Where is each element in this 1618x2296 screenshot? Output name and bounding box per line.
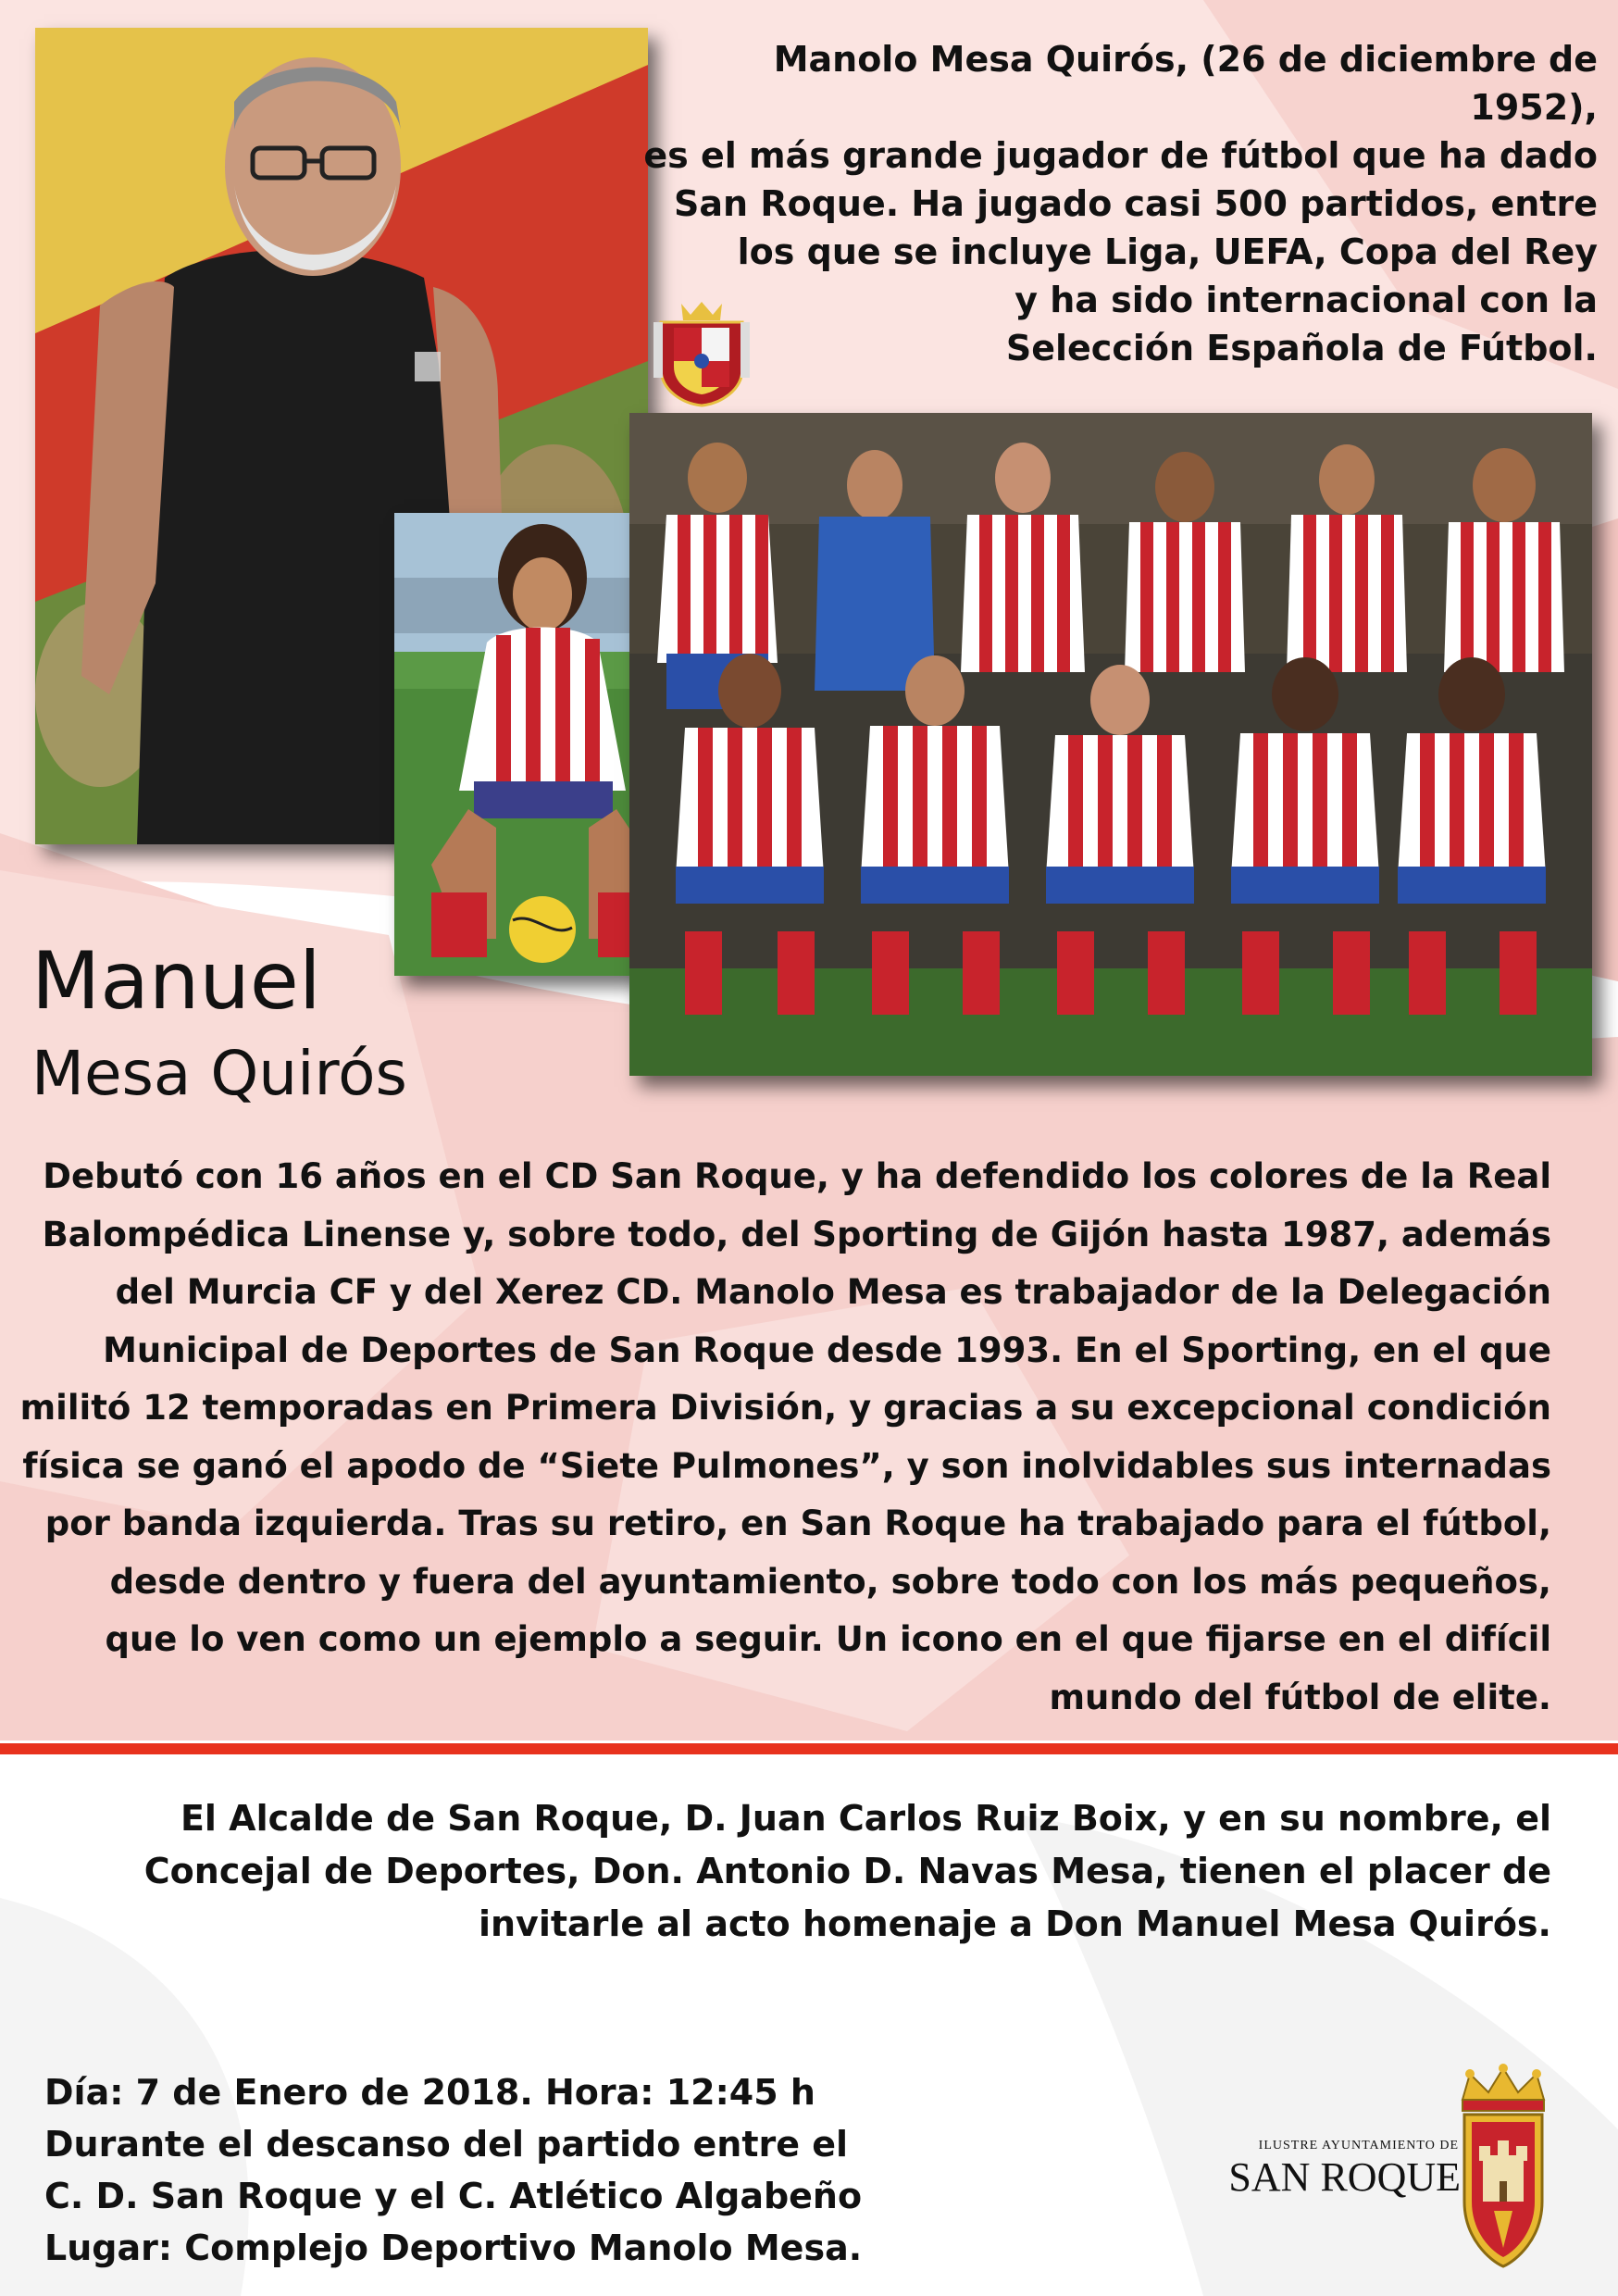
bio-line: Municipal de Deportes de San Roque desde 1993. En el Sporting, en el que: [103, 1329, 1551, 1370]
bio-line: del Murcia CF y del Xerez CD. Manolo Mesa es trabajador de la Delegación: [115, 1272, 1551, 1312]
name-last: Mesa Quirós: [31, 1038, 407, 1109]
team-photo: [629, 413, 1592, 1076]
bio-line: física se ganó el apodo de “Siete Pulmones”, y son inolvidables sus internadas: [22, 1445, 1551, 1486]
bio-line: mundo del fútbol de elite.: [1049, 1677, 1551, 1717]
logo-title: SAN ROQUE: [1228, 2154, 1461, 2200]
intro-line: y ha sido internacional con la: [1014, 280, 1598, 320]
event-line: Día: 7 de Enero de 2018. Hora: 12:45 h: [44, 2072, 815, 2113]
bio-line: militó 12 temporadas en Primera División, y gracias a su excepcional condición: [19, 1388, 1551, 1428]
intro-line: es el más grande jugador de fútbol que ha dado: [643, 135, 1598, 176]
bio-paragraph: [19, 1148, 1551, 1727]
section-divider: [0, 1743, 1618, 1754]
invite-line: invitarle al acto homenaje a Don Manuel Mesa Quirós.: [478, 1903, 1551, 1944]
intro-line: Selección Española de Fútbol.: [1005, 328, 1598, 368]
rfef-crest-icon: [653, 294, 750, 407]
bio-line: Balompédica Linense y, sobre todo, del Sporting de Gijón hasta 1987, además: [42, 1214, 1551, 1254]
intro-line: los que se incluye Liga, UEFA, Copa del Rey: [737, 231, 1598, 272]
invitation-paragraph: [19, 1792, 1551, 1951]
intro-line: Manolo Mesa Quirós, (26 de diciembre de 1952),: [773, 39, 1598, 128]
invite-line: El Alcalde de San Roque, D. Juan Carlos Ruiz Boix, y en su nombre, el: [180, 1798, 1551, 1839]
name-first: Manuel: [31, 935, 321, 1028]
event-details: [44, 2066, 1016, 2274]
bio-line: por banda izquierda. Tras su retiro, en San Roque ha trabajado para el fútbol,: [44, 1504, 1551, 1543]
logo-subtitle: ILUSTRE AYUNTAMIENTO DE: [1258, 2139, 1459, 2152]
intro-line: San Roque. Ha jugado casi 500 partidos, entre: [674, 183, 1598, 224]
bio-line: que lo ven como un ejemplo a seguir. Un icono en el que fijarse en el difícil: [105, 1619, 1551, 1659]
event-line: Durante el descanso del partido entre el: [44, 2124, 849, 2165]
invite-line: Concejal de Deportes, Don. Antonio D. Navas Mesa, tienen el placer de: [143, 1851, 1551, 1891]
intro-paragraph: [639, 35, 1598, 372]
event-line: C. D. San Roque y el C. Atlético Algabeño: [44, 2176, 863, 2216]
bio-line: Debutó con 16 años en el CD San Roque, y ha defendido los colores de la Real: [43, 1156, 1551, 1196]
event-line: Lugar: Complejo Deportivo Manolo Mesa.: [44, 2227, 863, 2268]
bio-line: desde dentro y fuera del ayuntamiento, sobre todo con los más pequeños,: [109, 1561, 1551, 1602]
